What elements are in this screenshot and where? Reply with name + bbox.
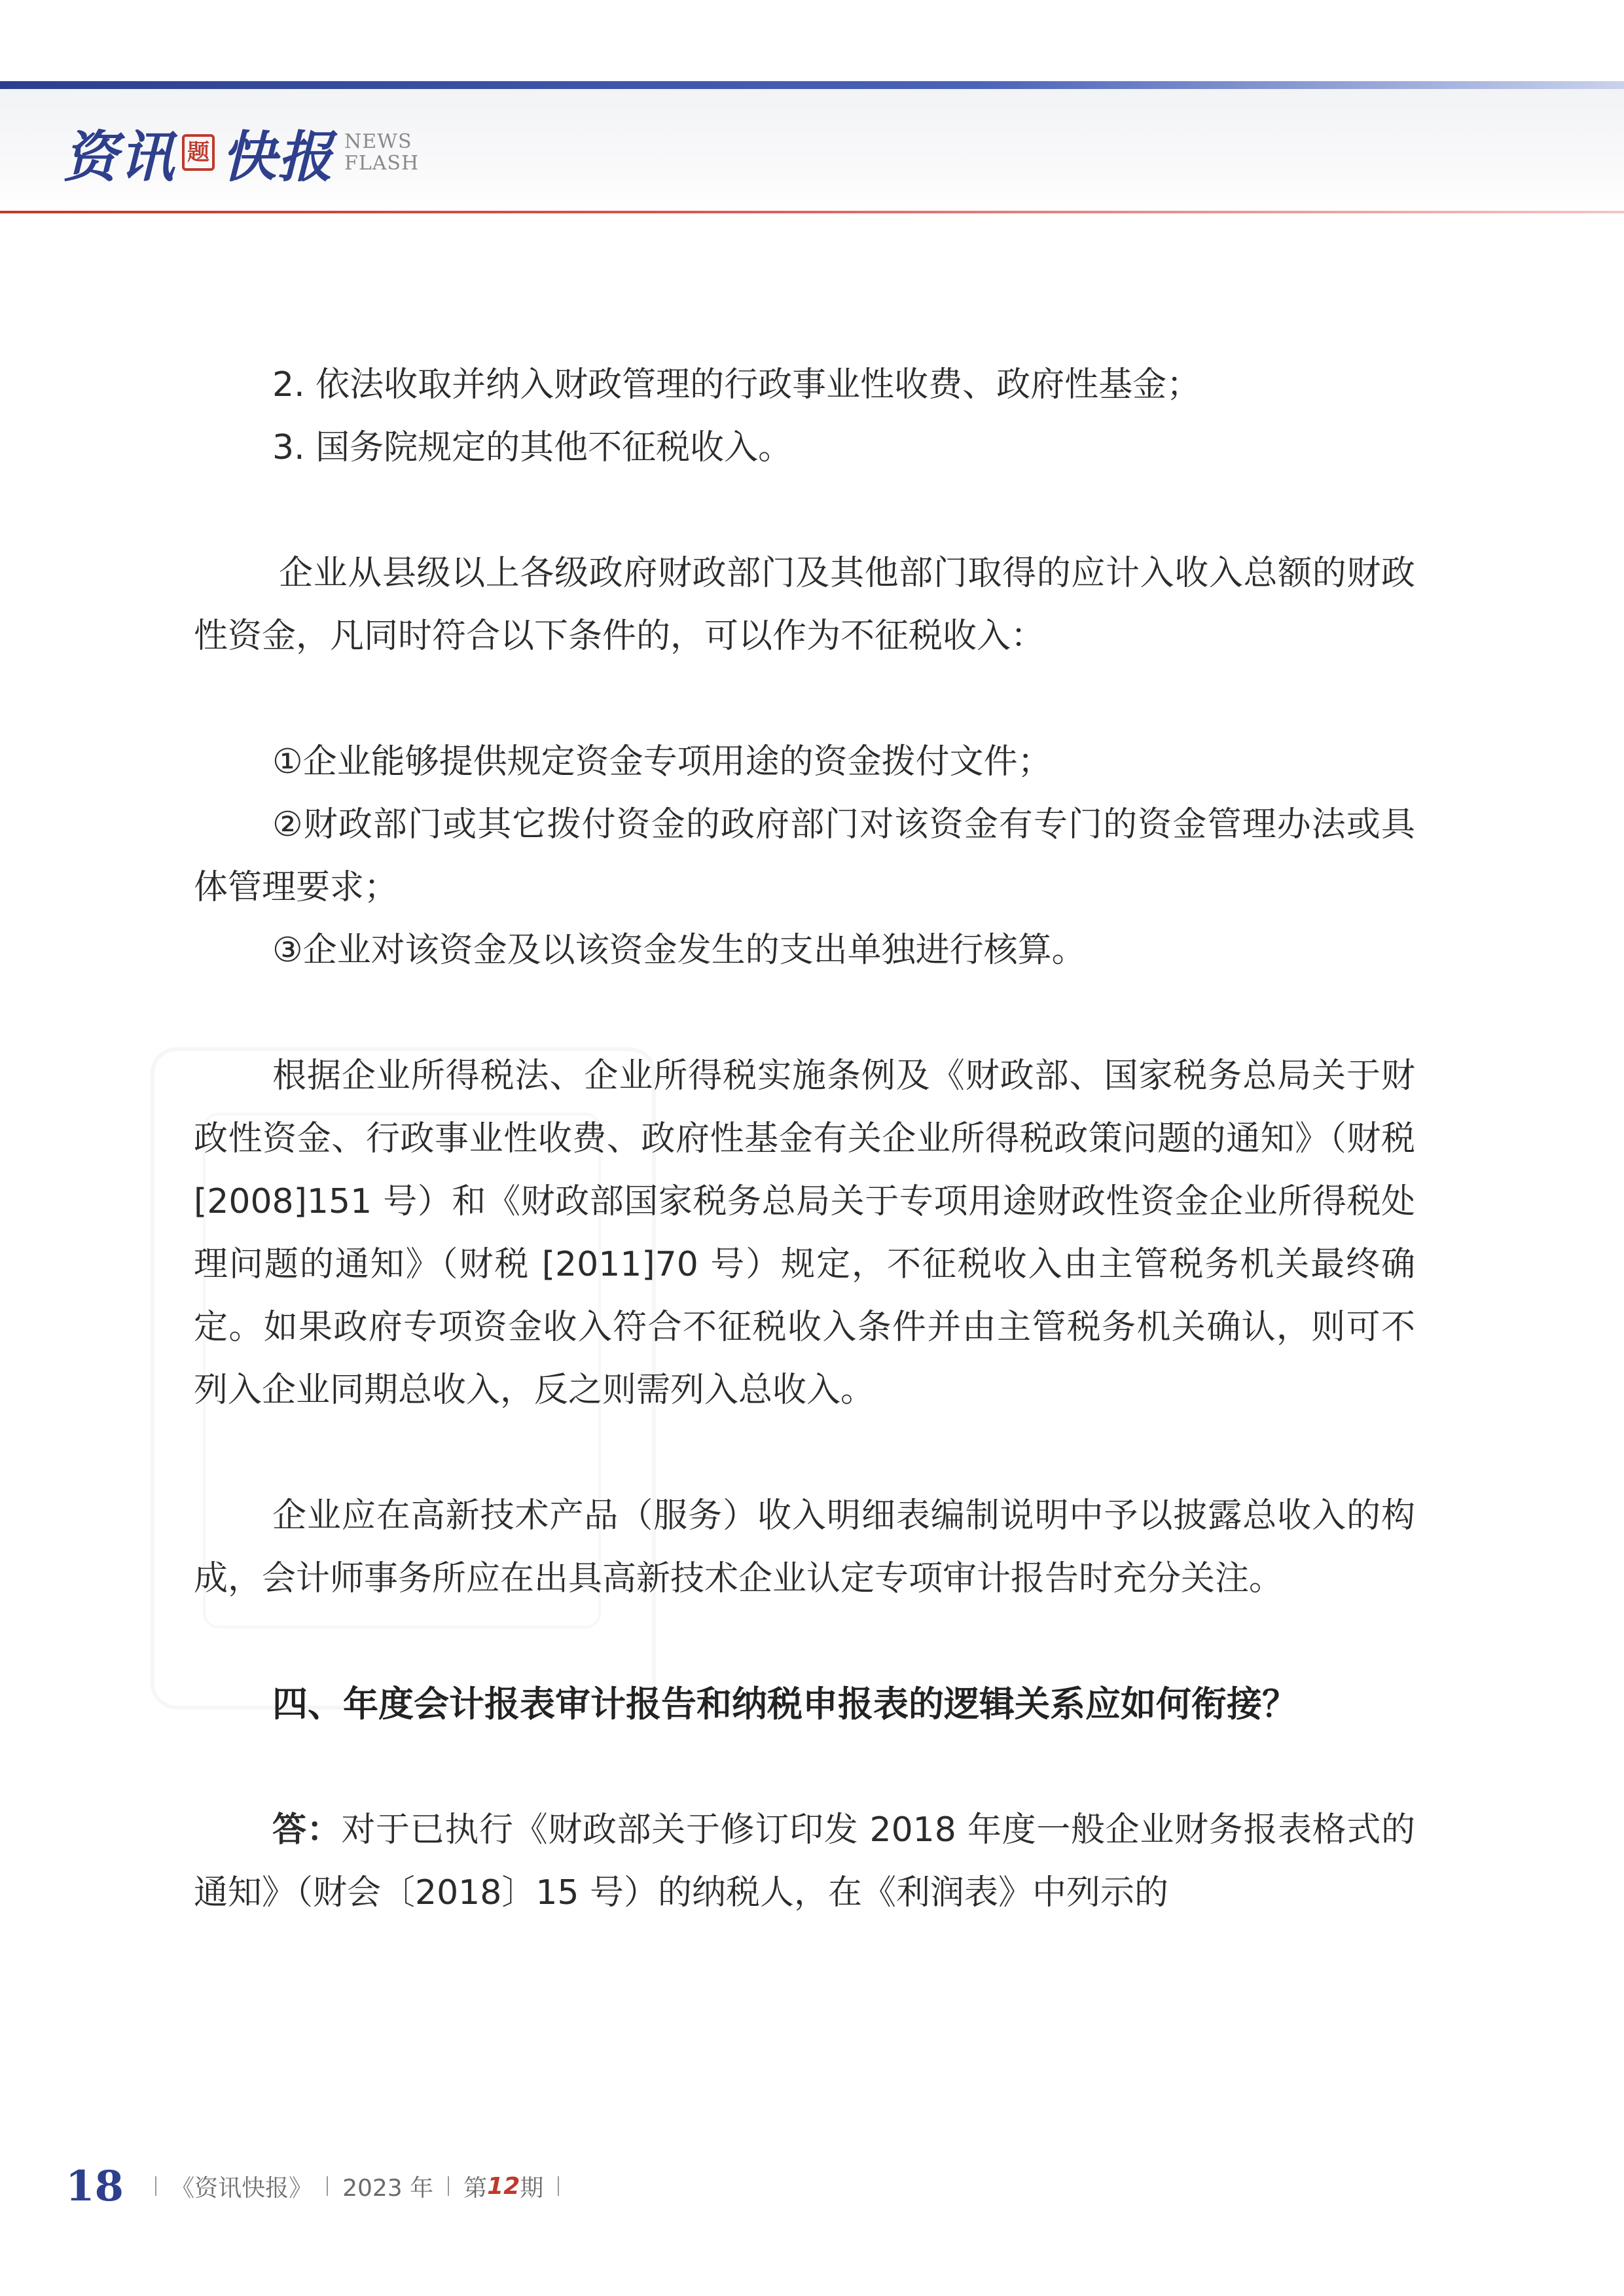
brand-english-line2: FLASH xyxy=(344,152,420,175)
page-footer xyxy=(65,2160,573,2212)
paragraph-disclosure: 企业应在高新技术产品（服务）收入明细表编制说明中予以披露总收入的构成，会计师事务所应在出具高新技术企业认定专项审计报告时充分关注。 xyxy=(194,1496,1415,1598)
answer-label: 答： xyxy=(272,1810,342,1850)
footer-divider xyxy=(448,2176,449,2196)
paragraph-legal-basis: 根据企业所得税法、企业所得税实施条例及《财政部、国家税务总局关于财政性资金、行政事业性收费、政府性基金有关企业所得税政策问题的通知》（财税 [2008]151 号）和《财政部国家税务总局关于专项用途财政性资金企业所得税处理问题的通知》（财税 [2011]70 号）规定，不征税收入由主管税务机关最终确定。如果政府专项资金收入符合不征税收入条件并由主管税务机关确认，则可不列入企业同期总收入，反之则需列入总收入。 xyxy=(194,1056,1415,1410)
brand-title-left: 资讯 xyxy=(63,124,176,189)
article-body xyxy=(194,353,1415,1924)
condition-1: ①企业能够提供规定资金专项用途的资金拨付文件； xyxy=(272,742,1052,781)
masthead-logo xyxy=(63,110,419,195)
answer-paragraph xyxy=(194,1799,1415,1924)
brand-english-line1: NEWS xyxy=(344,130,412,153)
footer-issue-prefix: 第 xyxy=(463,2174,488,2202)
footer-year: 2023 年 xyxy=(342,2174,434,2202)
paragraph-item-3: 3. 国务院规定的其他不征税收入。 xyxy=(272,428,793,467)
header-red-rule xyxy=(0,211,1624,213)
section-heading: 四、年度会计报表审计报告和纳税申报表的逻辑关系应如何衔接？ xyxy=(272,1683,1297,1725)
footer-divider xyxy=(558,2176,559,2196)
brand-english xyxy=(344,131,419,174)
footer-divider xyxy=(327,2176,328,2196)
condition-2: ②财政部门或其它拨付资金的政府部门对该资金有专门的资金管理办法或具体管理要求； xyxy=(194,805,1415,907)
brand-title-right: 快报 xyxy=(221,124,334,189)
paragraph-conditions-intro: 企业从县级以上各级政府财政部门及其他部门取得的应计入收入总额的财政性资金，凡同时符合以下条件的，可以作为不征税收入： xyxy=(194,554,1415,656)
condition-3: ③企业对该资金及以该资金发生的支出单独进行核算。 xyxy=(272,931,1086,970)
paragraph-item-2: 2. 依法收取并纳入财政管理的行政事业性收费、政府性基金； xyxy=(272,365,1201,404)
answer-text: 对于已执行《财政部关于修订印发 2018 年度一般企业财务报表格式的通知》（财会〔2018〕15 号）的纳税人，在《利润表》中列示的 xyxy=(194,1810,1415,1912)
footer-divider xyxy=(155,2176,156,2196)
header-top-bar xyxy=(0,81,1624,89)
footer-issue-number: 12 xyxy=(487,2172,520,2200)
page-number: 18 xyxy=(65,2161,124,2211)
seal-icon: 题 xyxy=(182,134,215,171)
footer-publication: 《资讯快报》 xyxy=(171,2174,313,2202)
footer-issue-suffix: 期 xyxy=(520,2174,544,2202)
